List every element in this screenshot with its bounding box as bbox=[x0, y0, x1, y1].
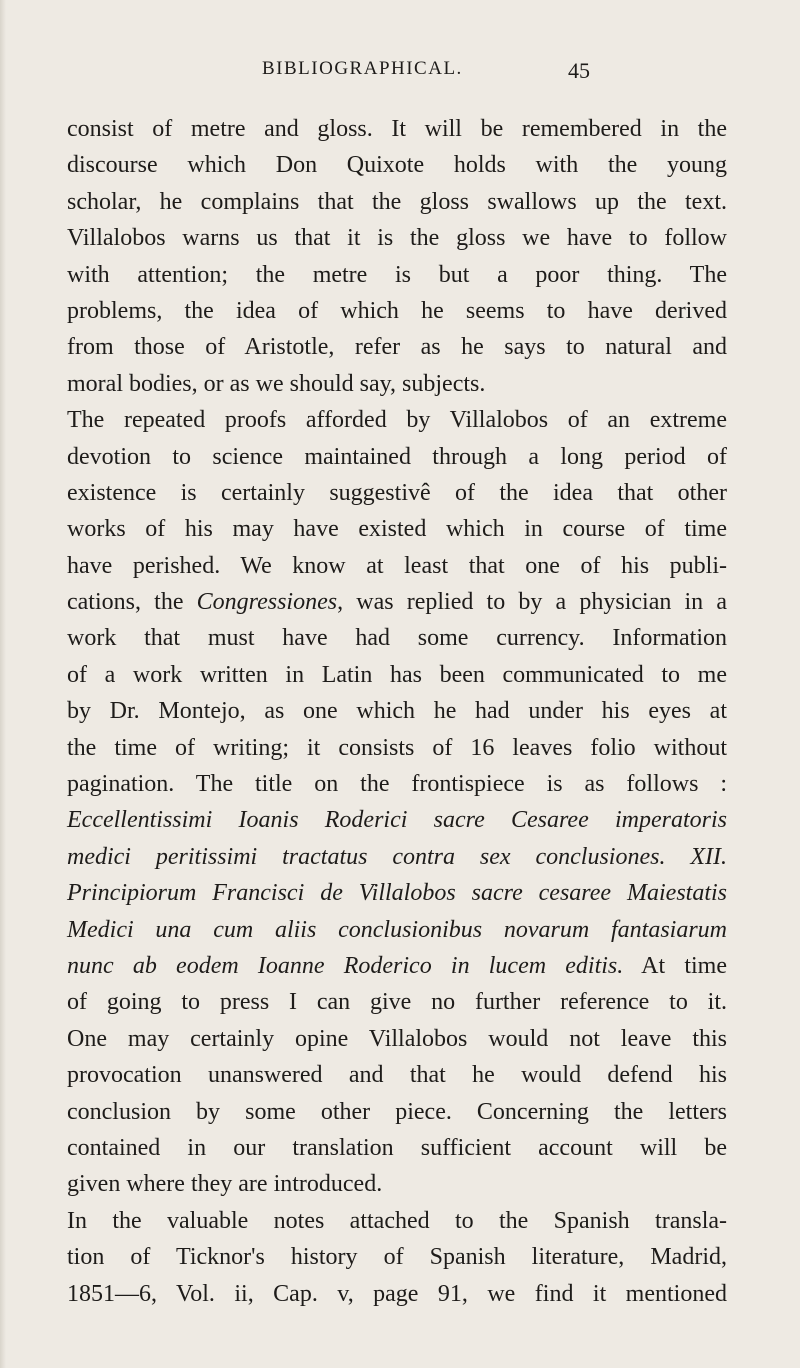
text-line: of a work written in Latin has been communicated to me bbox=[67, 661, 727, 688]
text-line: contained in our translation sufficient account will be bbox=[67, 1134, 727, 1161]
text-line-with-italic bbox=[67, 584, 727, 620]
text-line: work that must have had some currency. Information bbox=[67, 625, 727, 652]
paragraph-start-line: The repeated proofs afforded by Villalobos of an extreme bbox=[67, 407, 727, 434]
running-header bbox=[0, 58, 800, 88]
text-line: from those of Aristotle, refer as he says to natural and bbox=[67, 334, 727, 361]
body-text bbox=[67, 111, 727, 1312]
italic-title-line: Principiorum Francisci de Villalobos sacre cesaree Maiestatis bbox=[67, 880, 727, 907]
page-number: 45 bbox=[568, 58, 590, 83]
text-line: moral bodies, or as we should say, subjects. bbox=[67, 370, 486, 397]
text-line: conclusion by some other piece. Concerning the letters bbox=[67, 1098, 727, 1125]
text-line: with attention; the metre is but a poor thing. The bbox=[67, 261, 727, 288]
text-line: of going to press I can give no further reference to it. bbox=[67, 989, 727, 1016]
text-line: One may certainly opine Villalobos would not leave this bbox=[67, 1025, 727, 1052]
text-line: pagination. The title on the frontispiece is as follows : bbox=[67, 771, 727, 798]
text-span: cations, the bbox=[67, 589, 197, 616]
text-line: the time of writing; it consists of 16 leaves folio without bbox=[67, 734, 727, 761]
paragraph-start-line: In the valuable notes attached to the Spanish transla- bbox=[67, 1207, 727, 1234]
text-line: given where they are introduced. bbox=[67, 1171, 383, 1198]
text-line: 1851—6, Vol. ii, Cap. v, page 91, we find it mentioned bbox=[67, 1280, 727, 1307]
italic-title-line: medici peritissimi tractatus contra sex conclusiones. XII. bbox=[67, 843, 727, 870]
text-line: existence is certainly suggestivê of the idea that other bbox=[67, 479, 727, 506]
text-line: provocation unanswered and that he would defend his bbox=[67, 1062, 727, 1089]
text-line-with-italic bbox=[67, 948, 727, 984]
text-line: discourse which Don Quixote holds with the young bbox=[67, 152, 727, 179]
text-line: problems, the idea of which he seems to have derived bbox=[67, 297, 727, 324]
italic-title: nunc ab eodem Ioanne Roderico in lucem editis. bbox=[67, 952, 624, 979]
text-line: tion of Ticknor's history of Spanish literature, Madrid, bbox=[67, 1244, 727, 1271]
text-line: devotion to science maintained through a long period of bbox=[67, 443, 727, 470]
page-edge-shadow bbox=[0, 0, 6, 1368]
text-span: , was replied to by a physician in a bbox=[337, 589, 727, 616]
header-title: BIBLIOGRAPHICAL. bbox=[262, 58, 463, 79]
text-line: scholar, he complains that the gloss swallows up the text. bbox=[67, 188, 727, 215]
text-line: consist of metre and gloss. It will be remembered in the bbox=[67, 116, 727, 142]
text-span: At time bbox=[623, 952, 727, 979]
text-line: have perished. We know at least that one of his publi- bbox=[67, 552, 727, 579]
text-line: Villalobos warns us that it is the gloss we have to follow bbox=[67, 225, 727, 252]
italic-title-line: Medici una cum aliis conclusionibus novarum fantasiarum bbox=[67, 916, 727, 943]
italic-title: Congressiones bbox=[196, 589, 338, 616]
text-line: by Dr. Montejo, as one which he had under his eyes at bbox=[67, 698, 727, 725]
italic-title-line: Eccellentissimi Ioanis Roderici sacre Cesaree imperatoris bbox=[67, 807, 727, 834]
text-line: works of his may have existed which in course of time bbox=[67, 516, 727, 543]
